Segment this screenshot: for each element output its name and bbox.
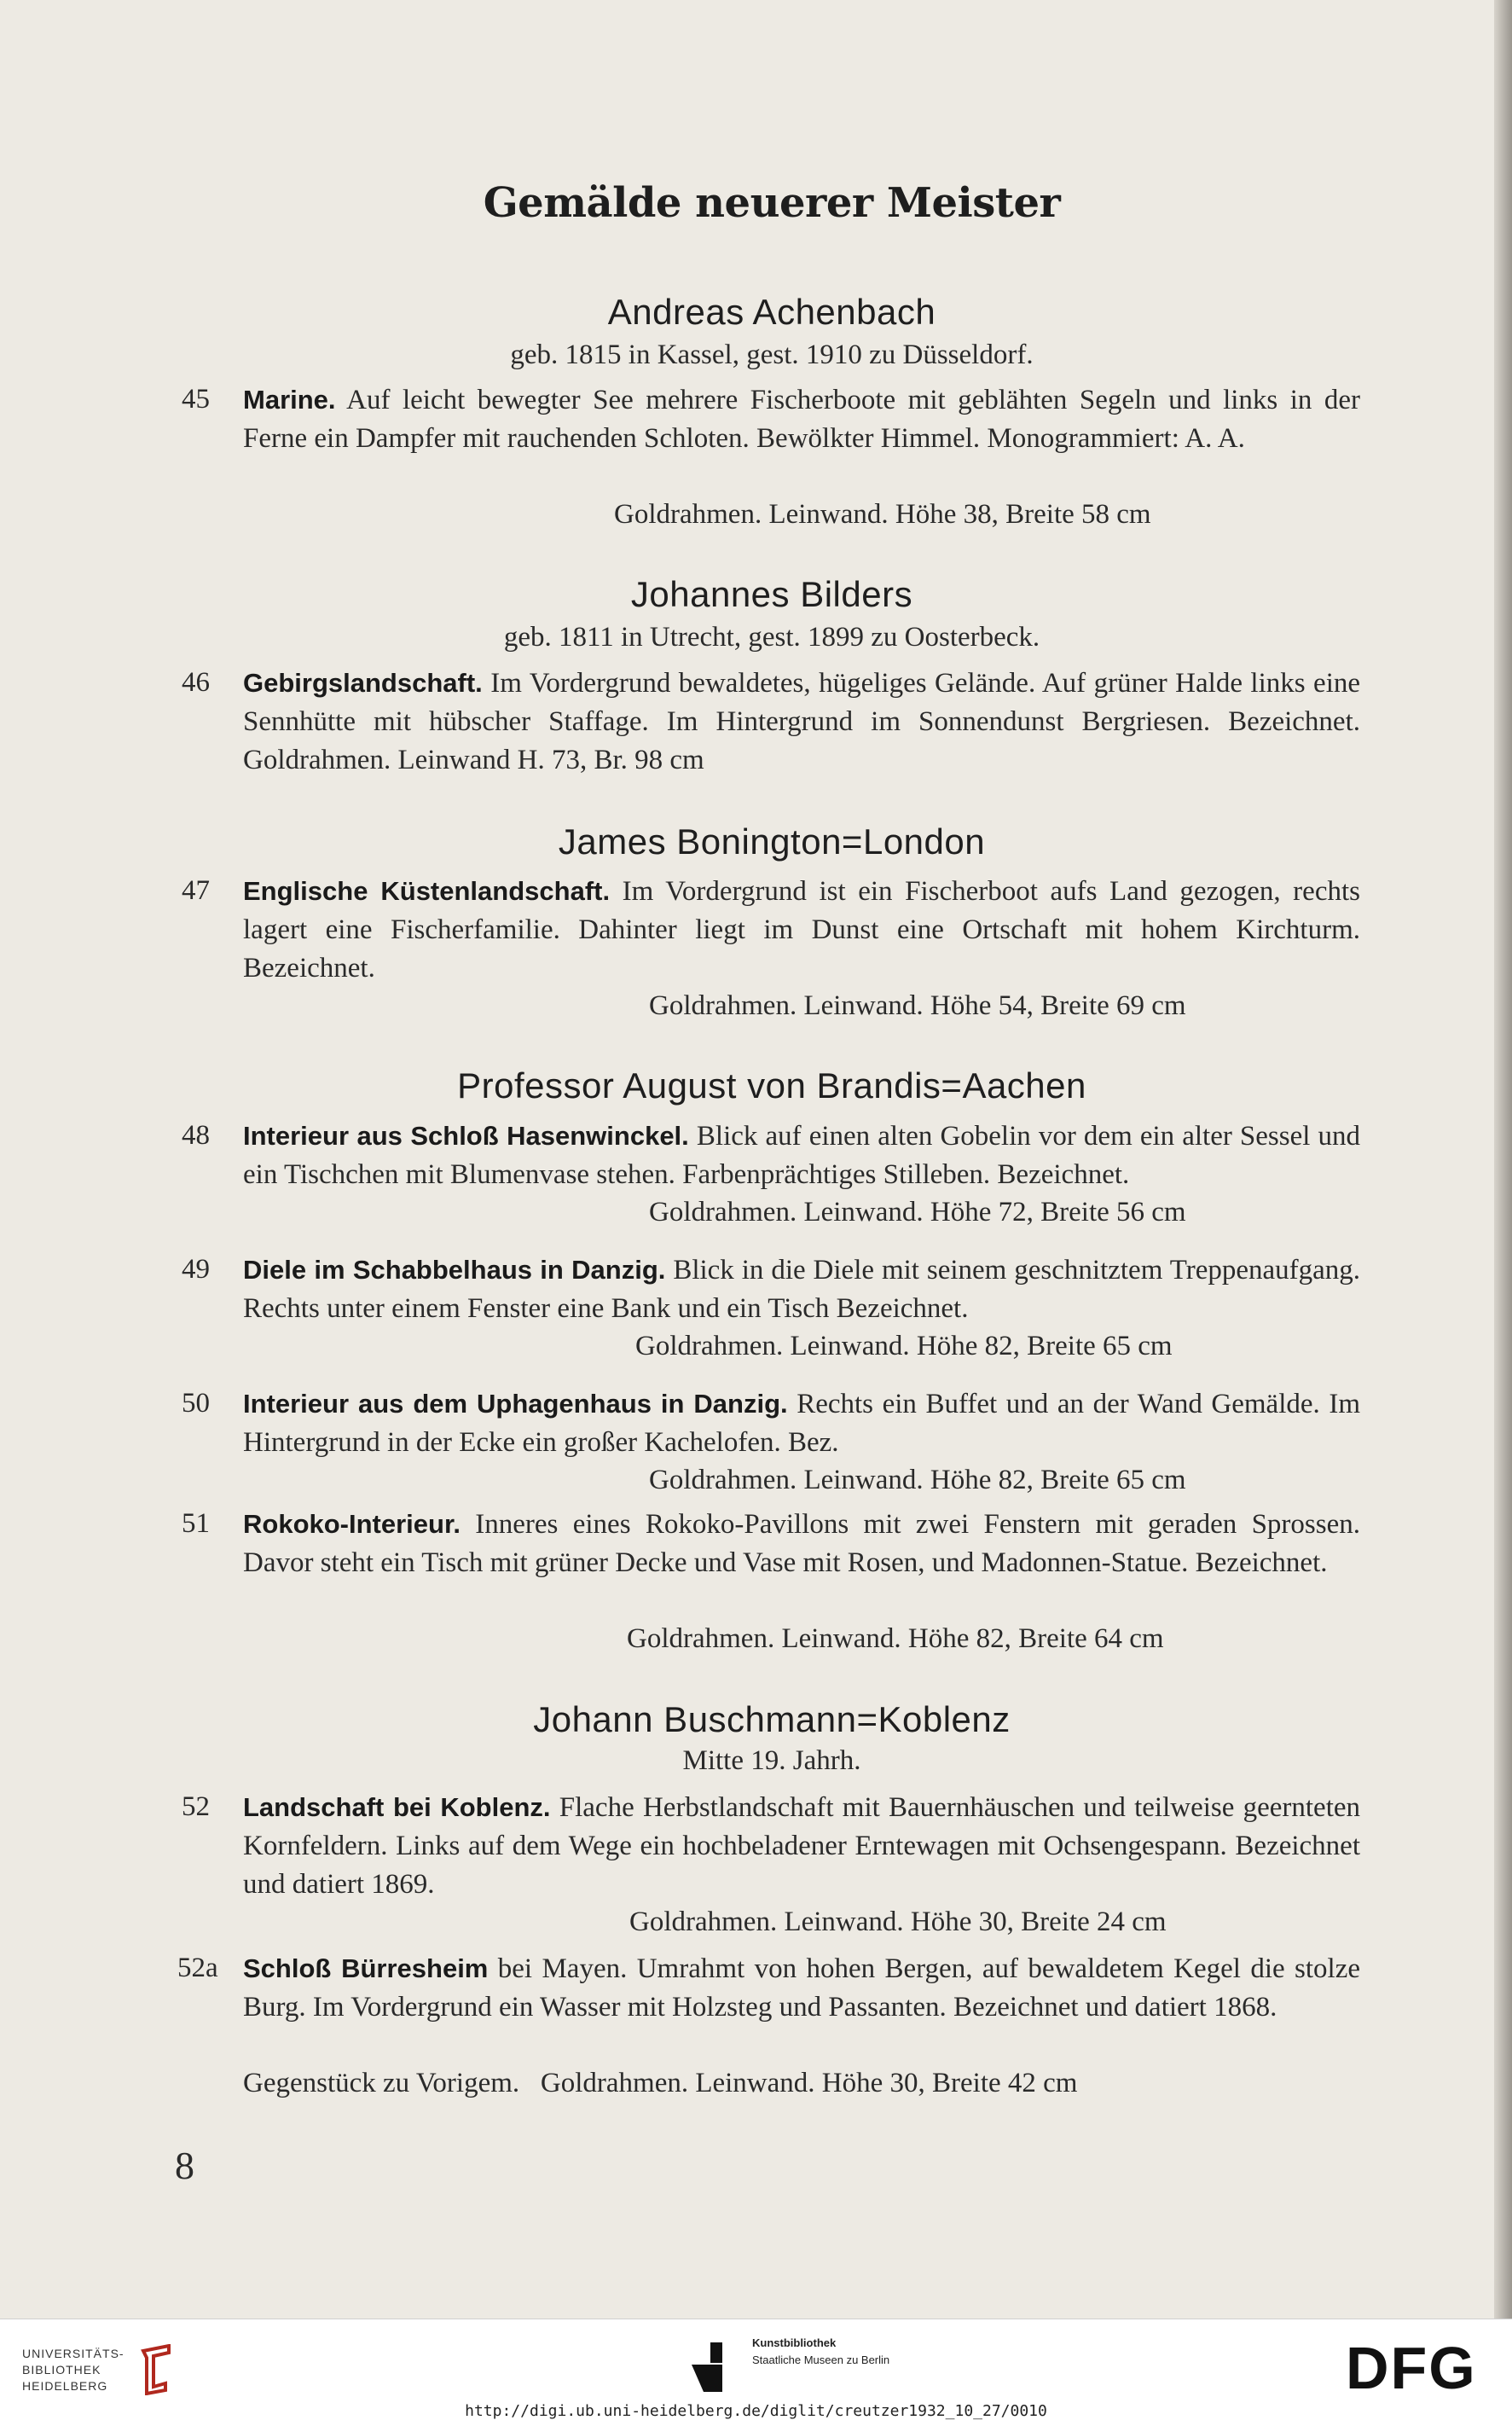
lot-details: Gegenstück zu Vorigem. Goldrahmen. Leinwand. Höhe 30, Breite 42 cm	[243, 2068, 1078, 2098]
university-library-logo[interactable]	[22, 2346, 125, 2394]
uni-logo-line: UNIVERSITÄTS-	[22, 2347, 125, 2360]
artist-dates: geb. 1811 in Utrecht, gest. 1899 zu Oosterbeck.	[503, 622, 1040, 653]
lot-number: 51	[182, 1508, 210, 1539]
uni-logo-line: BIBLIOTHEK	[22, 2363, 101, 2377]
lot-number: 47	[182, 875, 210, 906]
lot-number: 50	[182, 1388, 210, 1419]
lot-title: Rokoko-Interieur.	[243, 1509, 461, 1539]
lot-description: Im Vordergrund ist ein Fischerboot aufs Land gezogen, rechts lagert eine Fischerfamilie. Dahinter liegt im Dunst eine Ortschaft mit hohem Kirchturm. Bezeichnet.	[243, 876, 1360, 984]
lot-description: Inneres eines Rokoko-Pavillons mit zwei Fenstern mit geraden Sprossen. Davor steht ein Tisch mit grüner Decke und Vase mit Rosen, und Madonnen-Statue. Bezeichnet.	[243, 1509, 1361, 1578]
lot-entry	[243, 1251, 1361, 1361]
lot-title: Gebirgslandschaft.	[243, 668, 483, 698]
lot-number: 52	[182, 1791, 210, 1822]
kunstbibliothek-logo-icon	[692, 2342, 743, 2392]
lot-number: 46	[182, 667, 210, 698]
lot-details: Goldrahmen. Leinwand. Höhe 54, Breite 69 cm	[649, 990, 1186, 1021]
kb-subtitle: Staatliche Museen zu Berlin	[752, 2353, 890, 2366]
lot-title: Marine.	[243, 385, 336, 415]
artist-heading: Johann Buschmann=Koblenz	[533, 1699, 1011, 1739]
lot-title: Schloß Bürresheim	[243, 1953, 489, 1983]
source-url[interactable]: http://digi.ub.uni-heidelberg.de/diglit/creutzer1932_10_27/0010	[465, 2402, 1047, 2420]
lot-description: Flache Herbstlandschaft mit Bauernhäuschen und teilweise geernteten Kornfeldern. Links auf dem Wege ein hochbeladener Erntewagen mit Ochsengespann. Bezeichnet und datiert 1869.	[243, 1792, 1361, 1900]
artist-heading: Johannes Bilders	[630, 574, 913, 614]
artist-dates: geb. 1815 in Kassel, gest. 1910 zu Düsseldorf.	[510, 340, 1034, 370]
lot-title: Landschaft bei Koblenz.	[243, 1792, 551, 1822]
lot-details: Goldrahmen. Leinwand. Höhe 82, Breite 64 cm	[627, 1623, 1164, 1654]
lot-entry	[243, 1788, 1361, 1937]
artist-heading: James Bonington=London	[558, 821, 986, 862]
lot-number: 52a	[177, 1953, 218, 1983]
lot-details: Goldrahmen. Leinwand. Höhe 72, Breite 56 cm	[649, 1197, 1186, 1228]
artist-dates: Mitte 19. Jahrh.	[682, 1745, 861, 1776]
lot-description: Rechts ein Buffet und an der Wand Gemälde. Im Hintergrund in der Ecke ein großer Kachelofen. Bez.	[243, 1389, 1360, 1458]
artist-heading: Andreas Achenbach	[607, 292, 936, 332]
lot-description: bei Mayen. Umrahmt von hohen Bergen, auf bewaldetem Kegel die stolze Burg. Im Vordergrund ein Wasser mit Holzsteg und Passanten. Bezeichnet und datiert 1868.	[243, 1953, 1360, 2023]
lot-details: Goldrahmen. Leinwand. Höhe 82, Breite 65 cm	[649, 1465, 1186, 1495]
lot-title: Diele im Schabbelhaus in Danzig.	[243, 1255, 666, 1285]
lot-entry	[243, 664, 1360, 780]
lot-entry	[243, 872, 1360, 1021]
lot-title: Englische Küstenlandschaft.	[243, 876, 611, 906]
lot-entry	[243, 380, 1360, 530]
lot-description: Blick in die Diele mit seinem geschnitztem Treppenaufgang. Rechts unter einem Fenster eine Bank und ein Tisch Bezeichnet.	[243, 1255, 1361, 1324]
lot-description: Im Vordergrund bewaldetes, hügeliges Gelände. Auf grüner Halde links eine Sennhütte mit hübscher Staffage. Im Hintergrund im Sonnendunst Bergriesen. Bezeichnet. Goldrahmen. Leinwand H. 73, Br. 98 cm	[243, 668, 1361, 775]
lot-number: 48	[182, 1120, 210, 1151]
uni-logo-line: HEIDELBERG	[22, 2379, 108, 2393]
kunstbibliothek-label[interactable]	[752, 2335, 889, 2369]
dfg-logo[interactable]: DFG	[1346, 2335, 1477, 2401]
lot-number: 49	[182, 1254, 210, 1285]
lot-details: Goldrahmen. Leinwand. Höhe 82, Breite 65 cm	[635, 1331, 1173, 1361]
university-emblem-icon	[135, 2344, 179, 2395]
artist-heading: Professor August von Brandis=Aachen	[457, 1065, 1086, 1106]
kb-name: Kunstbibliothek	[752, 2336, 837, 2349]
lot-entry	[243, 1384, 1360, 1495]
lot-title: Interieur aus Schloß Hasenwinckel.	[243, 1121, 689, 1151]
page-number: 8	[175, 2144, 194, 2187]
lot-entry	[243, 1117, 1361, 1228]
lot-description: Blick auf einen alten Gobelin vor dem ein alter Sessel und ein Tischchen mit Blumenvase stehen. Farbenprächtiges Stilleben. Bezeichnet.	[243, 1121, 1361, 1190]
lot-details: Goldrahmen. Leinwand. Höhe 30, Breite 24 cm	[629, 1907, 1167, 1937]
lot-entry	[243, 1505, 1361, 1654]
lot-description: Auf leicht bewegter See mehrere Fischerboote mit geblähten Segeln und links in der Ferne ein Dampfer mit rauchenden Schloten. Bewölkter Himmel. Monogrammiert: A. A.	[243, 385, 1360, 454]
page-title: Gemälde neuerer Meister	[483, 179, 1061, 227]
lot-entry	[243, 1949, 1360, 2098]
lot-details: Goldrahmen. Leinwand. Höhe 38, Breite 58 cm	[614, 499, 1151, 530]
lot-number: 45	[182, 384, 210, 415]
lot-title: Interieur aus dem Uphagenhaus in Danzig.	[243, 1389, 788, 1419]
